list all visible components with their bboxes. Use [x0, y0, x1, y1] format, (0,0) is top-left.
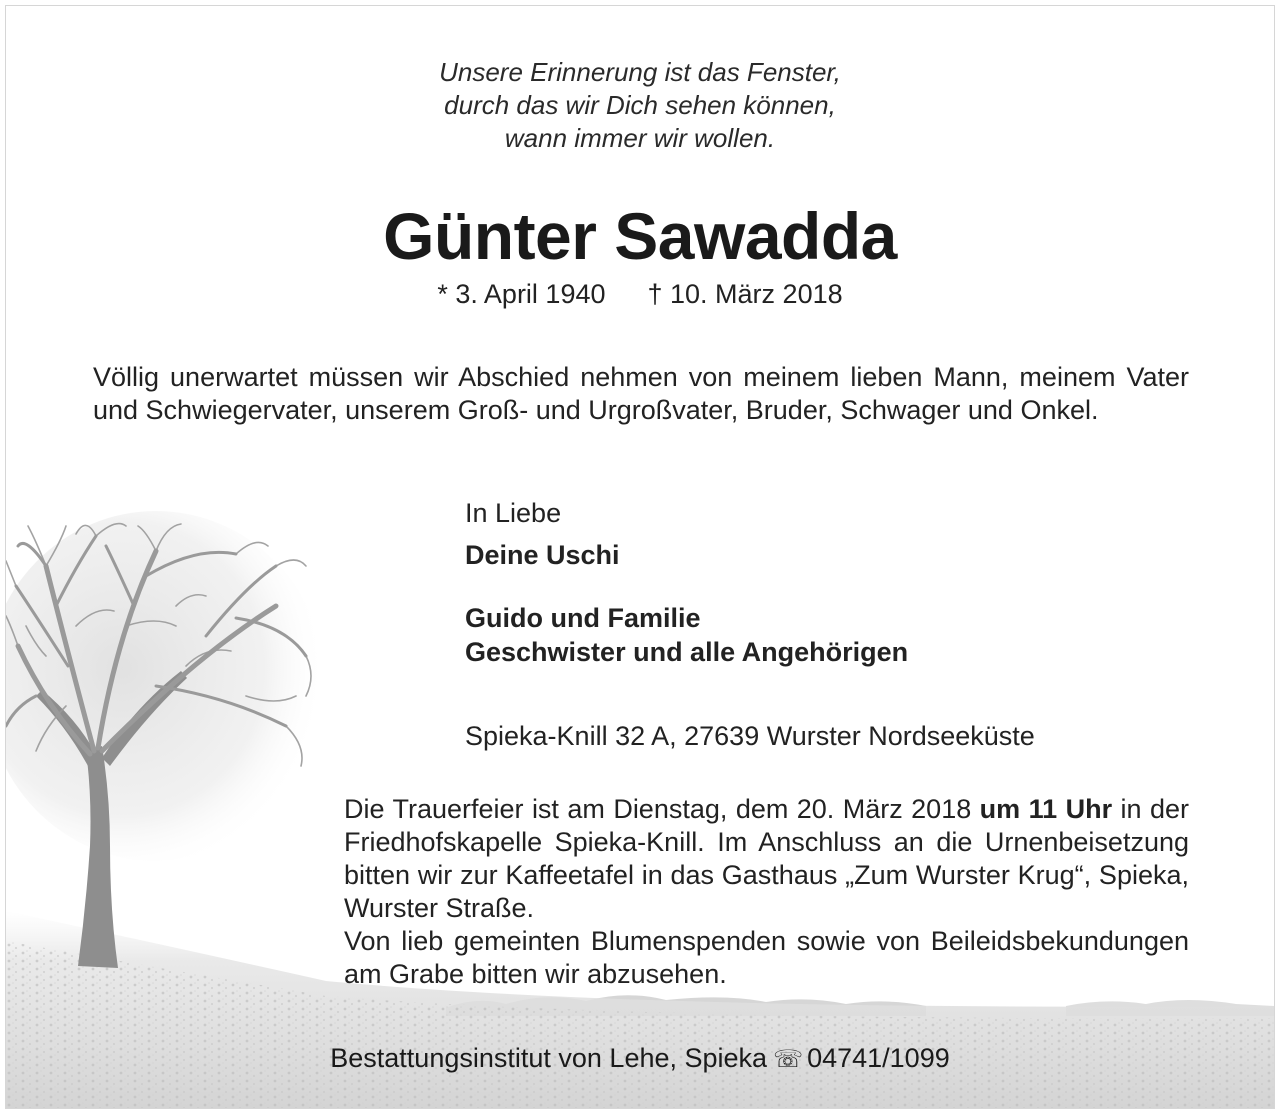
obituary-content [6, 6, 1274, 1108]
poem-line: Unsere Erinnerung ist das Fenster, [439, 57, 841, 87]
memorial-poem [6, 56, 1274, 155]
funeral-home [6, 1041, 1274, 1077]
funeral-home-phone: 04741/1099 [807, 1043, 950, 1073]
service-text: Die Trauerfeier ist am Dienstag, dem 20. März 2018 [344, 794, 980, 824]
mourner-wife: Deine Uschi [465, 540, 620, 570]
deceased-name: Günter Sawadda [383, 199, 897, 273]
life-dates [6, 277, 1274, 311]
in-love-label: In Liebe [465, 498, 562, 528]
service-location: in der Friedhofskapelle Spieka-Knill. Im Anschluss an die Urnenbeisetzung bitten wir zur Kaffeetafel in das Gasthaus „Zum Wurster Krug“, Spieka, Wurster Straße. [344, 794, 1190, 923]
mourner-family: Guido und Familie [465, 603, 701, 633]
service-paragraph [344, 793, 1189, 925]
flowers-note: Von lieb gemeinten Blumenspenden sowie von Beileidsbekundungen am Grabe bitten wir abzusehen. [344, 926, 1189, 989]
service-details [344, 793, 1189, 991]
funeral-home-name: Bestattungsinstitut von Lehe, Spieka [330, 1043, 768, 1073]
obituary-card [5, 5, 1275, 1109]
service-time: um 11 Uhr [979, 794, 1113, 824]
death-date: † 10. März 2018 [647, 279, 843, 309]
poem-line: wann immer wir wollen. [504, 123, 776, 153]
phone-icon: ☏ [773, 1046, 804, 1073]
mourner-relatives: Geschwister und alle Angehörigen [465, 637, 909, 667]
mourner-address: Spieka-Knill 32 A, 27639 Wurster Nordseeküste [465, 721, 1035, 751]
birth-date: * 3. April 1940 [437, 279, 606, 309]
poem-line: durch das wir Dich sehen können, [444, 90, 836, 120]
announcement-text: Völlig unerwartet müssen wir Abschied nehmen von meinem lieben Mann, meinem Vater und Schwiegervater, unserem Groß- und Urgroßvater, Bruder, Schwager und Onkel. [93, 362, 1189, 425]
